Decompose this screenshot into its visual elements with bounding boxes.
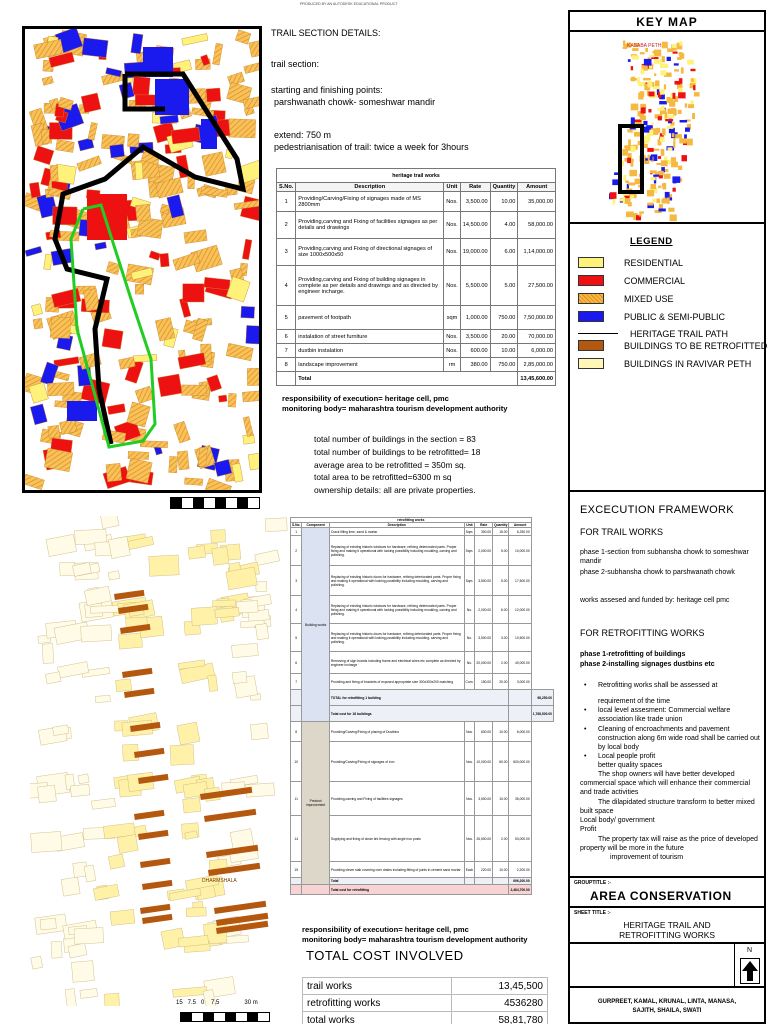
bullet-cleaning: Cleaning of encroachments and pavement construction along 6m wide road shall be carried out by local body: [598, 726, 760, 751]
retro-cell-sno: 1: [291, 528, 302, 536]
works-row: [277, 306, 556, 330]
retro-cell-unit: Sqm.: [464, 536, 475, 566]
retro-cell-rate: 150.00: [475, 674, 493, 690]
names-line-2: SAJITH, SHAILA, SWATI: [632, 1008, 702, 1014]
col-quantity: Quantity: [490, 183, 518, 192]
total-cost-table: [302, 977, 548, 1024]
points-value: parshwanath chowk- someshwar mandir: [274, 97, 436, 107]
pedestrianisation: pedestrianisation of trail: twice a week for 3hours: [274, 142, 469, 152]
works-cell-amount: 7,50,000.00: [518, 306, 556, 330]
retro-cell-amount: 10,000.00: [509, 536, 531, 566]
legend-label: PUBLIC & SEMI-PUBLIC: [624, 312, 726, 322]
retro-cell-desc: Crack filling lime, sand & mortar: [329, 528, 464, 536]
retro-cell-qty: 2.00: [493, 652, 509, 674]
legend-label: COMMERCIAL: [624, 276, 686, 286]
retro-row: [291, 624, 554, 652]
legend-swatch: [578, 257, 604, 268]
retro-grand-value: 2,464,700.00: [509, 885, 531, 895]
retro-cell-desc: Replacing of existing historic doors for hardware, refixing deteriorated parts. Proper fixing and making it operational with locking possibility including moulding, carving and polishing.: [329, 624, 464, 652]
works-cell-unit: Nos.: [444, 266, 461, 306]
retro-row: [291, 652, 554, 674]
works-table-caption: heritage trail works: [277, 169, 556, 183]
line-tourism: improvement of tourism: [610, 854, 684, 861]
title-block-sidebar: [568, 10, 766, 1024]
trail-phase-2: phase 2-subhansha chowk to parshwanath chowk: [580, 569, 735, 576]
works-cell-desc: dustbin instalation: [296, 344, 444, 358]
legend-item: [578, 257, 763, 271]
retro-cell-amount: 6,000.00: [509, 722, 531, 742]
retro-cell-amount: 600,000.00: [509, 742, 531, 782]
works-row: [277, 212, 556, 239]
works-cell-unit: Nos.: [444, 192, 461, 212]
retro-cell-amount: 10,500.00: [509, 624, 531, 652]
legend-label: BUILDINGS TO BE RETROFITTED: [624, 341, 768, 351]
key-map-title: KEY MAP: [570, 12, 764, 32]
stat-ownership: ownership details: all are private properties.: [314, 485, 476, 496]
retro-cell-unit: Cum.: [464, 674, 475, 690]
line-better-spaces: better quality spaces: [598, 762, 663, 769]
retro-cell-desc: Replacing of existing historic doors for hardware, refixing deteriorated parts. Proper fixing and making it operational with locking possibility including moulding, carving and polishing.: [329, 566, 464, 596]
retro-cell-unit: Nos.: [464, 782, 475, 816]
cost-row: [303, 978, 548, 995]
sheet-title-line-2: RETROFITTING WORKS: [619, 930, 715, 940]
retro-grand-label: Total cost for retrofitting: [329, 885, 509, 895]
sheet-title-label: SHEET TITLE :-: [574, 910, 611, 916]
works-cell-qty: 10.00: [490, 192, 518, 212]
retro-cell-sno: 6: [291, 652, 302, 674]
retro-col-description: Description: [329, 523, 464, 528]
line-local-body: Local body/ government: [580, 817, 655, 824]
group-title: AREA CONSERVATION: [590, 889, 732, 903]
retro-cell-sno: 11: [291, 782, 302, 816]
works-cell-rate: 3,500.00: [460, 330, 490, 344]
retro-col-unit: Unit: [464, 523, 475, 528]
dharmshala-label: DHARMSHALA: [202, 878, 237, 884]
retro-cell-sno: 3: [291, 566, 302, 596]
key-map-area-label: KASABA PETH: [627, 43, 662, 49]
retro-cell-qty: 15.00: [493, 528, 509, 536]
retro-cell-qty: 5.00: [493, 566, 509, 596]
works-cell-unit: Nos.: [444, 212, 461, 239]
works-cell-amount: 27,500.00: [518, 266, 556, 306]
retro-cell-amount: 17,500.00: [509, 566, 531, 596]
retro-cell-desc: Removing of sign boards including frame and electrical wires etc complete as directed by engineer incharge: [329, 652, 464, 674]
legend-item: [578, 340, 768, 354]
legend-label: MIXED USE: [624, 294, 674, 304]
retro-cell-unit: Nos.: [464, 722, 475, 742]
trail-section-label: trail section:: [271, 59, 320, 69]
cost-label: total works: [303, 1012, 452, 1024]
retro-component: Precinct improvement: [302, 722, 329, 885]
trail-phase-1: phase 1-section from subhansha chowk to someshwar mandir: [580, 549, 749, 565]
autodesk-watermark: PRODUCED BY AN AUTODESK EDUCATIONAL PRODUCT: [300, 2, 398, 6]
stat-average-area: average area to be retrofitted = 350m sq.: [314, 459, 467, 470]
legend-label: RESIDENTIAL: [624, 258, 684, 268]
para-shop-owners: The shop owners will have better developed commercial space which will enhance their commercial and trade activities: [580, 771, 751, 796]
bullet-dot-3: •: [584, 726, 587, 733]
sheet-title-block: [570, 908, 764, 944]
retro-cell-desc: Providing/Carving/Fixing of placing of Dustbins: [329, 722, 464, 742]
works-cell-rate: 1,000.00: [460, 306, 490, 330]
works-cell-unit: Nos.: [444, 330, 461, 344]
works-total-value: 13,45,600.00: [518, 372, 556, 386]
retro-cell-rate: 220.00: [475, 862, 493, 878]
works-row: [277, 239, 556, 266]
works-row: [277, 330, 556, 344]
works-cell-sno: 4: [277, 266, 296, 306]
retro-col-component: Component: [302, 523, 329, 528]
retro-row: [291, 816, 554, 862]
retro-total-value: 98,250.00: [531, 690, 553, 706]
stat-retrofit-buildings: total number of buildings to be retrofitted= 18: [314, 446, 481, 457]
works-cell-qty: 10.00: [490, 344, 518, 358]
legend: [570, 224, 768, 492]
bullet-dot-4: •: [584, 753, 587, 760]
works-cell-desc: Providing,carving and Fixing of facilities signages as per details and drawings: [296, 212, 444, 239]
trail-section-map: [22, 26, 262, 493]
retro-phase-1: phase 1-retrofitting of buildings: [580, 651, 686, 658]
names-block: [570, 988, 764, 1024]
legend-item: [578, 311, 763, 325]
cost-row: [303, 995, 548, 1012]
cost-value: 13,45,500: [451, 978, 547, 995]
retro-cell-desc: Supplying and fixing of clean brk fencing with angle iron posts: [329, 816, 464, 862]
retro-cell-sno: 14: [291, 816, 302, 862]
works-total-label: Total: [296, 372, 518, 386]
retro-caption: retrofitting works: [291, 518, 532, 523]
retro-cell-amount: 12,000.00: [509, 596, 531, 624]
retro-cell-desc: Providing,carving and Fixing of facilities signages: [329, 782, 464, 816]
works-cell-sno: 1: [277, 192, 296, 212]
retro-row: [291, 566, 554, 596]
retro-cell-sno: 4: [291, 596, 302, 624]
line-requirement: requirement of the time: [598, 698, 670, 705]
retro-cell-qty: 10.00: [493, 722, 509, 742]
heritage-trail-works-table: [276, 168, 556, 386]
works-cell-qty: 750.00: [490, 358, 518, 372]
works-cell-sno: 2: [277, 212, 296, 239]
retro-cell-desc: Replacing of existing historic windows for hardware, refixing deteriorated parts. Proper fixing and making it operational with locking possibility including moulding, carving and polishing.: [329, 536, 464, 566]
retro-cell-amount: 6,250.00: [509, 528, 531, 536]
group-title-label: GROUPTITLE :-: [574, 880, 611, 886]
trail-works-title: FOR TRAIL WORKS: [580, 527, 664, 537]
works-cell-qty: 4.00: [490, 212, 518, 239]
retro-total-label: Total: [329, 878, 464, 885]
legend-label: HERITAGE TRAIL PATH: [630, 329, 729, 339]
retro-cell-rate: 10,000.00: [475, 742, 493, 782]
legend-swatch: [578, 340, 604, 351]
retro-cell-unit: No.: [464, 596, 475, 624]
works-cell-sno: 7: [277, 344, 296, 358]
trail-extend: extend: 750 m: [274, 130, 332, 140]
works-cell-desc: Providing,carving and Fixing of directional signages of size 1000x500x50: [296, 239, 444, 266]
retro-cell-unit: No.: [464, 652, 475, 674]
works-cell-desc: pavement of footpath: [296, 306, 444, 330]
works-cell-rate: 5,500.00: [460, 266, 490, 306]
retro-cell-qty: 20.00: [493, 674, 509, 690]
works-row: [277, 192, 556, 212]
retro-cell-desc: Providing and fixing of brackets of exposed appropriate size 300x300x200 matching: [329, 674, 464, 690]
works-cell-unit: Nos.: [444, 344, 461, 358]
cost-label: trail works: [303, 978, 452, 995]
names-line-1: GURPREET, KAMAL, KRUNAL, LINTA, MANASA,: [597, 999, 737, 1005]
retro-cell-rate: 3,500.00: [475, 566, 493, 596]
total-cost-title: TOTAL COST INVOLVED: [306, 948, 464, 963]
retro-cell-desc: Providing clever slab covering over drains including fitting of joints in cement sand mortar: [329, 862, 464, 878]
works-cell-qty: 750.00: [490, 306, 518, 330]
trail-section-map-drawing: [25, 29, 259, 490]
col-unit: Unit: [444, 183, 461, 192]
legend-item: [578, 358, 763, 372]
retrofitting-map-drawing: [30, 516, 288, 1006]
trail-section-heading: TRAIL SECTION DETAILS:: [271, 28, 381, 38]
stat-total-area: total area to be retrofitted=6300 m sq: [314, 472, 452, 483]
works-total-row: [277, 372, 556, 386]
scale-bar-bottom: [180, 1012, 270, 1022]
retro-cell-qty: 10.00: [493, 862, 509, 878]
retro-cell-rate: 3,500.00: [475, 624, 493, 652]
legend-item: [578, 275, 763, 289]
retro-row: [291, 596, 554, 624]
retro-works-title: FOR RETROFITTING WORKS: [580, 628, 705, 638]
bullet-retrofit-assessed: Retrofitting works shall be assessed at: [598, 682, 718, 689]
retro-component: Building works: [302, 528, 329, 722]
sheet-title-line-1: HERITAGE TRAIL AND: [623, 920, 711, 930]
scale-bar-top: [170, 497, 260, 509]
works-cell-qty: 5.00: [490, 266, 518, 306]
works-cell-amount: 1,14,000.00: [518, 239, 556, 266]
group-title-block: [570, 878, 764, 908]
legend-title: LEGEND: [630, 236, 673, 247]
retro-col-quantity: Quantity: [494, 523, 508, 527]
works-cell-sno: 3: [277, 239, 296, 266]
retro-row: [291, 722, 554, 742]
retro-row: [291, 528, 554, 536]
legend-swatch: [578, 293, 604, 304]
cost-label: retrofitting works: [303, 995, 452, 1012]
works-cell-unit: sqm: [444, 306, 461, 330]
works-cell-sno: 6: [277, 330, 296, 344]
retro-cell-sno: 7: [291, 674, 302, 690]
works-cell-desc: instalation of street furniture: [296, 330, 444, 344]
retro-cell-qty: 10.00: [493, 782, 509, 816]
works-cell-sno: 8: [277, 358, 296, 372]
trail-funding: works assesed and funded by: heritage cell pmc: [580, 597, 730, 604]
points-label: starting and finishing points:: [271, 85, 383, 95]
north-block: [570, 944, 764, 988]
retro-cell-rate: 20,000.00: [475, 652, 493, 674]
responsibility-monitoring-2: monitoring body= maharashtra tourism development authority: [302, 935, 528, 944]
north-label: N: [746, 947, 753, 954]
retro-cell-rate: 26,500.00: [475, 816, 493, 862]
retro-cell-amount: 35,000.00: [509, 782, 531, 816]
north-arrow-icon: [740, 958, 760, 984]
retro-cell-qty: 6.00: [493, 596, 509, 624]
works-cell-qty: 6.00: [490, 239, 518, 266]
works-cell-amount: 58,000.00: [518, 212, 556, 239]
execution-framework: [570, 492, 764, 878]
retro-cell-amount: 3,000.00: [509, 674, 531, 690]
north-arrow-cell: [734, 944, 764, 986]
retro-cell-rate: 3,500.00: [475, 782, 493, 816]
retro-total-label: Total cost for 18 buildings: [329, 706, 509, 722]
works-cell-rate: 19,000.00: [460, 239, 490, 266]
retro-row: [291, 536, 554, 566]
retro-cell-rate: 600.00: [475, 722, 493, 742]
retro-phase-2: phase 2-installing signages dustbins etc: [580, 661, 715, 668]
key-map-drawing: [570, 32, 764, 222]
retro-cell-qty: 60.00: [493, 742, 509, 782]
retro-cell-unit: Nos.: [464, 742, 475, 782]
legend-swatch: [578, 275, 604, 286]
legend-swatch: [578, 358, 604, 369]
retro-cell-qty: 5.00: [493, 536, 509, 566]
retro-row: [291, 674, 554, 690]
para-dilapidated: The dilapidated structure transform to better mixed built space: [580, 799, 755, 815]
retro-cell-amount: 40,000.00: [509, 652, 531, 674]
retro-row: [291, 862, 554, 878]
legend-swatch: [578, 333, 618, 334]
retro-cell-amount: 2,200.00: [509, 862, 531, 878]
retro-cell-unit: Nos.: [464, 816, 475, 862]
col-rate: Rate: [460, 183, 490, 192]
retro-col-amount: Amount: [509, 523, 531, 528]
para-property-tax: The property tax will raise as the price of developed property will be more in the future: [580, 836, 758, 852]
works-cell-unit: Nos.: [444, 239, 461, 266]
retro-cell-desc: Replacing of existing historic windows for hardware, refixing deteriorated parts. Proper fixing and making it operational with locking possibility including moulding, carving and polishing.: [329, 596, 464, 624]
col-sno: S.No.: [277, 183, 296, 192]
col-description: Description: [296, 183, 444, 192]
works-cell-desc: landscape improvement: [296, 358, 444, 372]
retro-total-row: [291, 690, 554, 706]
retro-total-row: [291, 706, 554, 722]
works-row: [277, 358, 556, 372]
cost-value: 58,81,780: [451, 1012, 547, 1024]
bullet-dot-1: •: [584, 682, 587, 689]
bullet-local-assessment: local level assesment: Commercial welfare association like trade union: [598, 707, 731, 723]
responsibility-monitoring-1: monitoring body= maharashtra tourism development authority: [282, 404, 508, 413]
exec-title: EXCECUTION FRAMEWORK: [580, 504, 734, 516]
key-map: [570, 32, 764, 224]
retro-cell-unit: Sqm.: [464, 566, 475, 596]
retro-cell-rate: 2,000.00: [475, 596, 493, 624]
works-cell-sno: 5: [277, 306, 296, 330]
retro-cell-sno: 10: [291, 742, 302, 782]
retrofitting-map: [30, 516, 288, 1006]
works-cell-amount: 70,000.00: [518, 330, 556, 344]
retro-cell-desc: Providing/Carving/Fixing of signages of iron: [329, 742, 464, 782]
retro-cell-unit: Each: [464, 862, 475, 878]
works-cell-amount: 35,000.00: [518, 192, 556, 212]
works-row: [277, 344, 556, 358]
retro-cell-unit: No.: [464, 624, 475, 652]
col-amount: Amount: [518, 183, 556, 192]
retro-cell-sno: 5: [291, 624, 302, 652]
retro-cell-rate: 2,000.00: [475, 536, 493, 566]
legend-item: [578, 293, 763, 307]
works-cell-amount: 2,85,000.00: [518, 358, 556, 372]
retro-row: [291, 782, 554, 816]
retro-cell-sno: 2: [291, 536, 302, 566]
works-cell-amount: 6,000.00: [518, 344, 556, 358]
works-cell-rate: 380.00: [460, 358, 490, 372]
line-profit: Profit: [580, 826, 597, 833]
retro-col-rate: Rate: [475, 523, 493, 528]
works-row: [277, 266, 556, 306]
building-stats: [314, 433, 480, 497]
retro-row: [291, 742, 554, 782]
scale-text: 15 7.5 0 7.5 30 m: [176, 1000, 258, 1006]
retro-cell-qty: 2.00: [493, 816, 509, 862]
works-cell-unit: rm: [444, 358, 461, 372]
bullet-local-profit: Local people profit: [598, 753, 656, 760]
cost-row: [303, 1012, 548, 1024]
retro-cell-qty: 3.00: [493, 624, 509, 652]
works-cell-desc: Providing/Carving/Fixing of signages made of MS 2800mm: [296, 192, 444, 212]
retro-total-label: TOTAL for retrofitting 1 building: [329, 690, 509, 706]
retro-total-value: 696,200.00: [509, 878, 531, 885]
works-cell-qty: 20.00: [490, 330, 518, 344]
retro-grand-total-row: [291, 885, 554, 895]
retro-cell-amount: 53,000.00: [509, 816, 531, 862]
legend-swatch: [578, 311, 604, 322]
responsibility-execution-2: responsibility of execution= heritage cell, pmc: [302, 925, 469, 934]
retro-col-sno: S.No.: [292, 523, 301, 527]
cost-value: 4536280: [451, 995, 547, 1012]
retro-total-row: [291, 878, 554, 885]
bullet-dot-2: •: [584, 707, 587, 714]
retro-cell-unit: Sqm.: [465, 529, 474, 534]
works-cell-rate: 600.00: [460, 344, 490, 358]
legend-label: BUILDINGS IN RAVIVAR PETH: [624, 359, 752, 369]
works-cell-rate: 14,500.00: [460, 212, 490, 239]
retro-cell-rate: 300.00: [475, 528, 493, 536]
retro-total-value: 1,768,500.00: [531, 706, 553, 722]
responsibility-execution-1: responsibility of execution= heritage cell, pmc: [282, 394, 449, 403]
retrofitting-works-table: [290, 517, 554, 892]
stat-total-buildings: total number of buildings in the section = 83: [314, 434, 476, 444]
retro-cell-sno: 15: [291, 862, 302, 878]
works-cell-desc: Providing,carving and Fixing of building signages in complete as per details and drawings and as directed by engineer incharge.: [296, 266, 444, 306]
works-cell-rate: 3,500.00: [460, 192, 490, 212]
retro-cell-sno: 8: [291, 722, 302, 742]
